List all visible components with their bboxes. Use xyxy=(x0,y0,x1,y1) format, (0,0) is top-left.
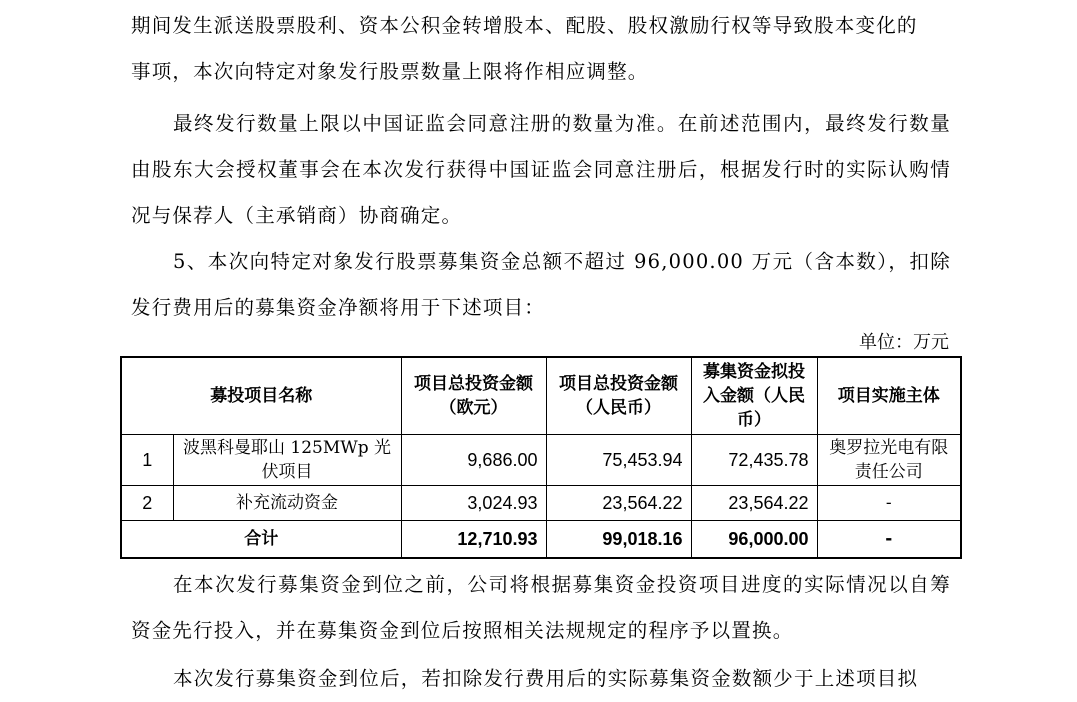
sum-raise: 96,000.00 xyxy=(691,520,817,558)
row-number: 1 xyxy=(121,434,173,485)
raise-amount: 23,564.22 xyxy=(691,485,817,520)
project-name: 波黑科曼耶山 125MWp 光伏项目 xyxy=(173,434,401,485)
raise-amount: 72,435.78 xyxy=(691,434,817,485)
entity: - xyxy=(817,485,961,520)
header-raise-amount: 募集资金拟投入金额（人民币） xyxy=(691,357,817,434)
paragraph-4: 在本次发行募集资金到位之前，公司将根据募集资金投资项目进度的实际情况以自筹资金先行投入，并在募集资金到位后按照相关法规规定的程序予以置换。 xyxy=(131,573,951,642)
total-rmb: 23,564.22 xyxy=(546,485,691,520)
total-rmb: 75,453.94 xyxy=(546,434,691,485)
total-label: 合计 xyxy=(121,520,401,558)
row-number: 2 xyxy=(121,485,173,520)
header-total-rmb: 项目总投资金额（人民币） xyxy=(546,357,691,434)
header-project-name: 募投项目名称 xyxy=(121,357,401,434)
paragraph-3: 5、本次向特定对象发行股票募集资金总额不超过 96,000.00 万元（含本数），扣除发行费用后的募集资金净额将用于下述项目： xyxy=(131,250,951,319)
header-total-eur: 项目总投资金额（欧元） xyxy=(401,357,546,434)
paragraph-2: 最终发行数量上限以中国证监会同意注册的数量为准。在前述范围内，最终发行数量由股东大会授权董事会在本次发行获得中国证监会同意注册后，根据发行时的实际认购情况与保荐人（主承销商）协商确定。 xyxy=(131,112,951,227)
sum-entity: - xyxy=(817,520,961,558)
unit-label: 单位：万元 xyxy=(859,332,949,353)
table-row xyxy=(121,434,961,485)
project-name: 补充流动资金 xyxy=(173,485,401,520)
header-entity: 项目实施主体 xyxy=(817,357,961,434)
sum-eur: 12,710.93 xyxy=(401,520,546,558)
table-header-row xyxy=(121,357,961,434)
paragraph-1-line-2: 事项，本次向特定对象发行股票数量上限将作相应调整。 xyxy=(131,60,649,83)
paragraph-1-line-1: 期间发生派送股票股利、资本公积金转增股本、配股、股权激励行权等导致股本变化的 xyxy=(131,14,918,37)
entity: 奥罗拉光电有限责任公司 xyxy=(817,434,961,485)
total-eur: 9,686.00 xyxy=(401,434,546,485)
total-eur: 3,024.93 xyxy=(401,485,546,520)
fund-usage-table xyxy=(120,356,962,559)
table-row xyxy=(121,485,961,520)
table-total-row xyxy=(121,520,961,558)
sum-rmb: 99,018.16 xyxy=(546,520,691,558)
paragraph-5: 本次发行募集资金到位后，若扣除发行费用后的实际募集资金数额少于上述项目拟 xyxy=(173,667,919,690)
